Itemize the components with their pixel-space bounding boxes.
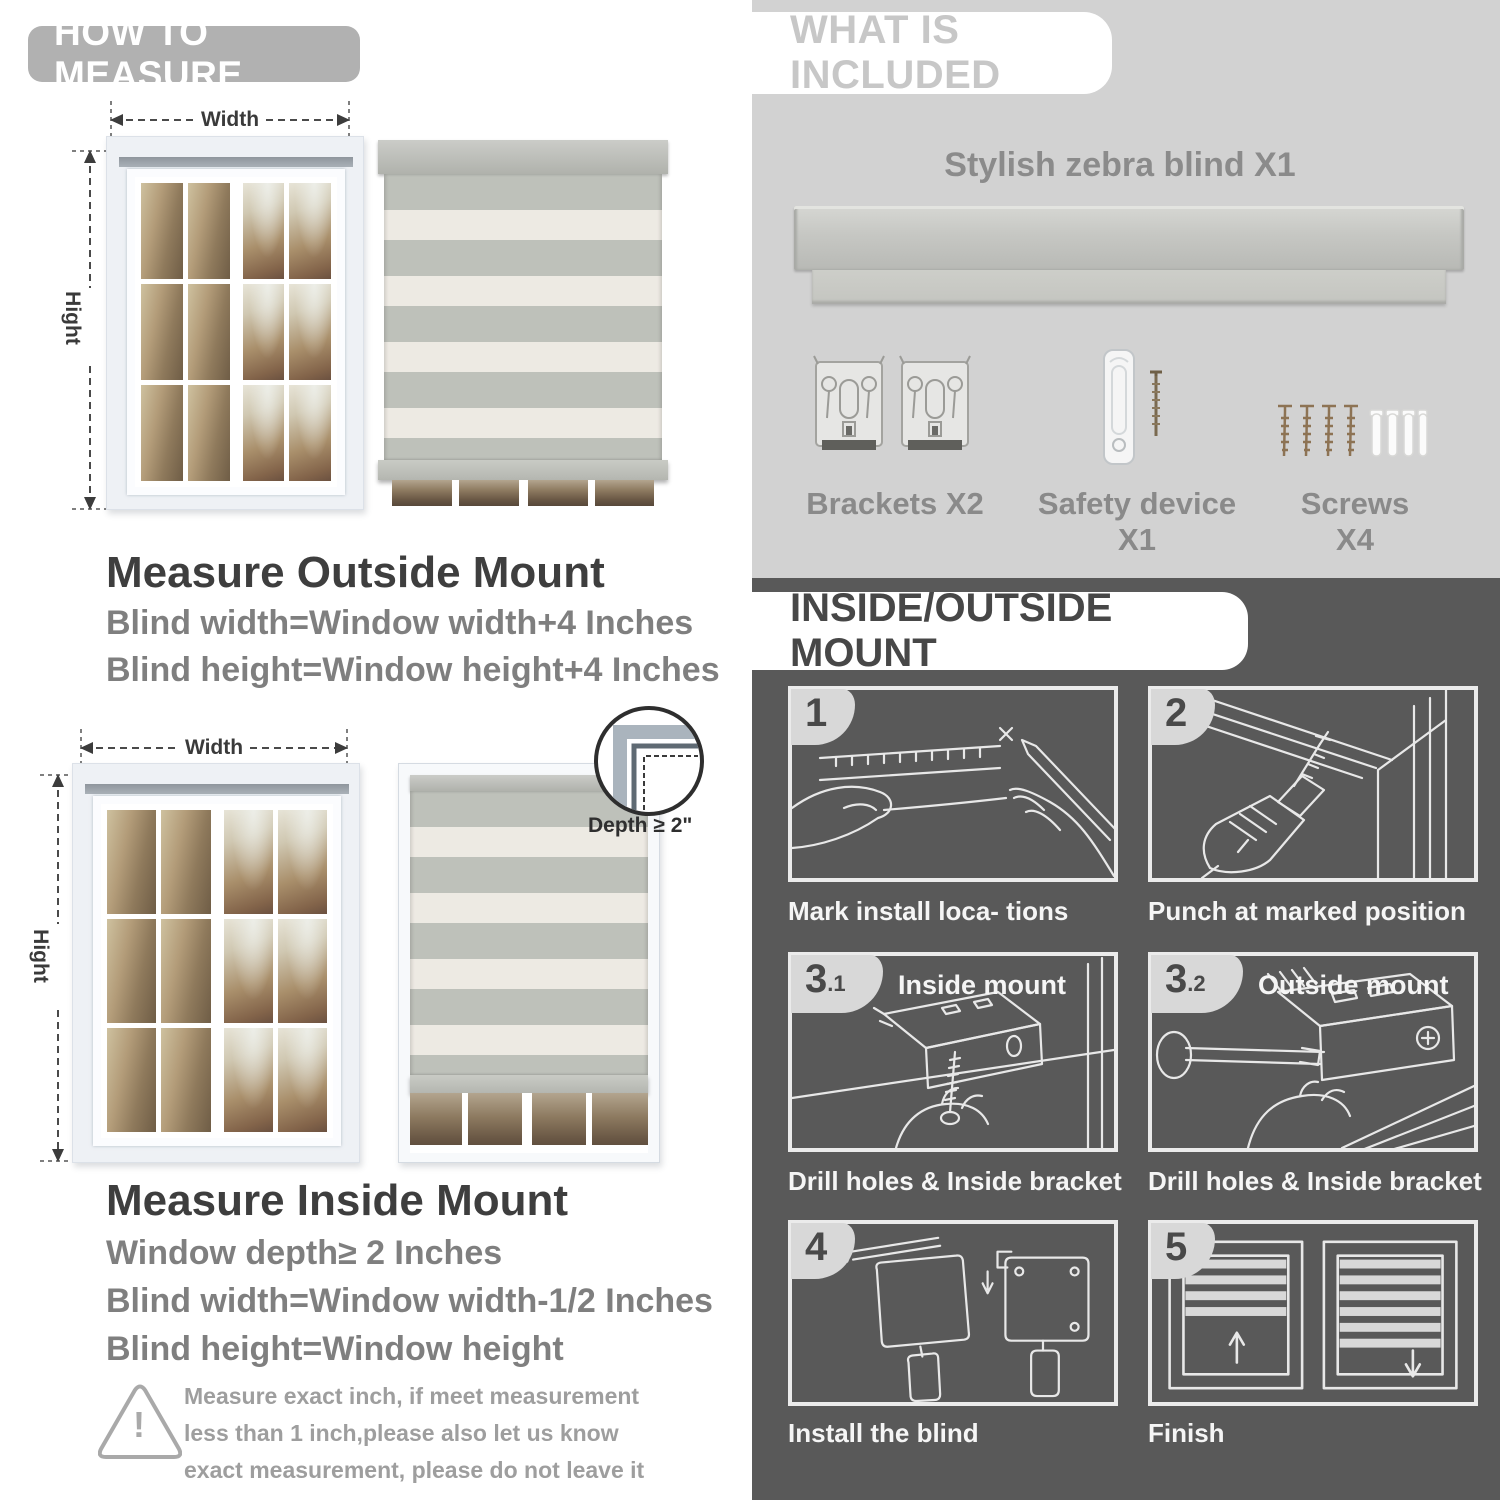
outside-height-label: Hight bbox=[60, 291, 84, 345]
window-pane bbox=[188, 385, 230, 481]
window-pane bbox=[161, 810, 210, 914]
brackets-icon bbox=[812, 352, 976, 464]
step-panel-3-1 bbox=[788, 952, 1118, 1152]
window-mullion bbox=[588, 480, 595, 506]
step-caption-1: Mark install loca- tions bbox=[788, 896, 1069, 926]
window-pane bbox=[243, 183, 285, 279]
inside-height-label: Hight bbox=[28, 929, 52, 983]
how-to-measure-title: HOW TO MEASURE bbox=[54, 12, 243, 95]
step-panel-1 bbox=[788, 686, 1118, 882]
window-pane bbox=[107, 1028, 156, 1132]
window-pane bbox=[289, 385, 331, 481]
window-pane bbox=[161, 919, 210, 1023]
window-pane bbox=[107, 810, 156, 914]
outside-blind-photo bbox=[378, 140, 668, 506]
step-number: 2 bbox=[1165, 691, 1188, 735]
window-pane bbox=[141, 385, 183, 481]
depth-label: Depth ≥ 2" bbox=[588, 814, 693, 837]
step-inline-label: Outside mount bbox=[1258, 970, 1449, 1000]
window-pane bbox=[289, 284, 331, 380]
step-caption-5: Finish bbox=[1148, 1418, 1225, 1448]
window-mullion bbox=[452, 480, 459, 506]
zebra-blind-roll-image bbox=[812, 270, 1446, 304]
window-pane bbox=[278, 1028, 327, 1132]
street-view-strip bbox=[392, 480, 654, 506]
step-panel-3-2 bbox=[1148, 952, 1478, 1152]
step-caption-2: Punch at marked position bbox=[1148, 896, 1466, 926]
outside-window-photo bbox=[106, 136, 364, 510]
window-pane bbox=[224, 1028, 273, 1132]
mount-title: INSIDE/OUTSIDE MOUNT bbox=[790, 586, 1113, 675]
window-pane bbox=[141, 284, 183, 380]
window-top-track bbox=[119, 157, 353, 167]
window-pane bbox=[188, 183, 230, 279]
step-caption-3-2: Drill holes & Inside bracket bbox=[1148, 1166, 1482, 1196]
window-door-right bbox=[221, 807, 331, 1135]
step-subnumber: .1 bbox=[827, 971, 846, 996]
window-pane bbox=[224, 810, 273, 914]
step-caption-4: Install the blind bbox=[788, 1418, 979, 1448]
outside-mount-line2: Blind height=Window height+4 Inches bbox=[106, 651, 720, 689]
inside-window-photo bbox=[72, 763, 360, 1163]
window-pane bbox=[289, 183, 331, 279]
blind-bottom-rail bbox=[410, 1075, 648, 1093]
blind-bottom-rail bbox=[378, 460, 668, 480]
step-caption-3-1: Drill holes & Inside bracket bbox=[788, 1166, 1122, 1196]
how-to-measure-header bbox=[28, 12, 360, 95]
safety-device-label: Safety device X1 bbox=[1037, 486, 1237, 557]
what-is-included-header bbox=[752, 8, 1112, 97]
window-frame bbox=[93, 796, 341, 1146]
window-pane bbox=[243, 284, 285, 380]
window-pane bbox=[188, 284, 230, 380]
window-mullion bbox=[522, 1093, 532, 1153]
step-number: 3 bbox=[805, 957, 828, 1001]
step-subnumber: .2 bbox=[1187, 971, 1206, 996]
window-pane bbox=[161, 1028, 210, 1132]
window-door-left bbox=[104, 807, 214, 1135]
inside-mount-line2: Blind width=Window width-1/2 Inches bbox=[106, 1282, 713, 1320]
street-view-strip bbox=[410, 1093, 648, 1153]
window-pane bbox=[224, 919, 273, 1023]
step-number: 3 bbox=[1165, 957, 1188, 1001]
mount-header bbox=[752, 586, 1248, 675]
window-pane bbox=[278, 810, 327, 914]
window-mullion bbox=[462, 1093, 468, 1153]
inside-width-label: Width bbox=[179, 736, 249, 760]
blind-fabric bbox=[384, 174, 662, 460]
step-inline-label: Inside mount bbox=[898, 970, 1066, 1000]
window-pane bbox=[141, 183, 183, 279]
brackets-label: Brackets X2 bbox=[806, 486, 984, 521]
outside-mount-title: Measure Outside Mount bbox=[106, 548, 605, 597]
step-number: 1 bbox=[805, 691, 828, 735]
what-is-included-title: WHAT IS INCLUDED bbox=[790, 8, 1001, 97]
step-number: 4 bbox=[805, 1225, 828, 1269]
screws-label: Screws X4 bbox=[1300, 486, 1410, 557]
blind-cassette bbox=[378, 140, 668, 174]
window-mullion bbox=[586, 1093, 592, 1153]
window-frame bbox=[127, 169, 345, 495]
frame-corner-detail bbox=[598, 710, 700, 812]
window-pane bbox=[278, 919, 327, 1023]
zebra-blind-cassette-image bbox=[794, 206, 1464, 270]
warning-triangle-icon bbox=[98, 1382, 182, 1462]
step-panel-5 bbox=[1148, 1220, 1478, 1406]
window-mullion bbox=[519, 480, 528, 506]
screws-icon bbox=[1268, 400, 1428, 464]
warning-exclamation: ! bbox=[133, 1404, 145, 1445]
inside-mount-line3: Blind height=Window height bbox=[106, 1330, 564, 1368]
step-panel-2 bbox=[1148, 686, 1478, 882]
blind-title: Stylish zebra blind X1 bbox=[944, 146, 1296, 184]
window-door-left bbox=[138, 180, 233, 484]
warning-text: Measure exact inch, if meet measurement less than 1 inch,please also let us know exact measurement, please do not leave it bbox=[184, 1383, 645, 1483]
outside-mount-line1: Blind width=Window width+4 Inches bbox=[106, 604, 694, 642]
window-door-right bbox=[240, 180, 335, 484]
window-sill bbox=[410, 1145, 648, 1153]
step-number: 5 bbox=[1165, 1225, 1188, 1269]
inside-mount-title: Measure Inside Mount bbox=[106, 1176, 569, 1225]
window-top-track bbox=[85, 784, 349, 794]
magnifier-circle-icon bbox=[594, 706, 704, 816]
inside-mount-line1: Window depth≥ 2 Inches bbox=[106, 1234, 503, 1272]
step-panel-4 bbox=[788, 1220, 1118, 1406]
window-pane bbox=[107, 919, 156, 1023]
window-pane bbox=[243, 385, 285, 481]
safety-device-icon bbox=[1102, 348, 1174, 468]
outside-width-label: Width bbox=[200, 108, 260, 131]
